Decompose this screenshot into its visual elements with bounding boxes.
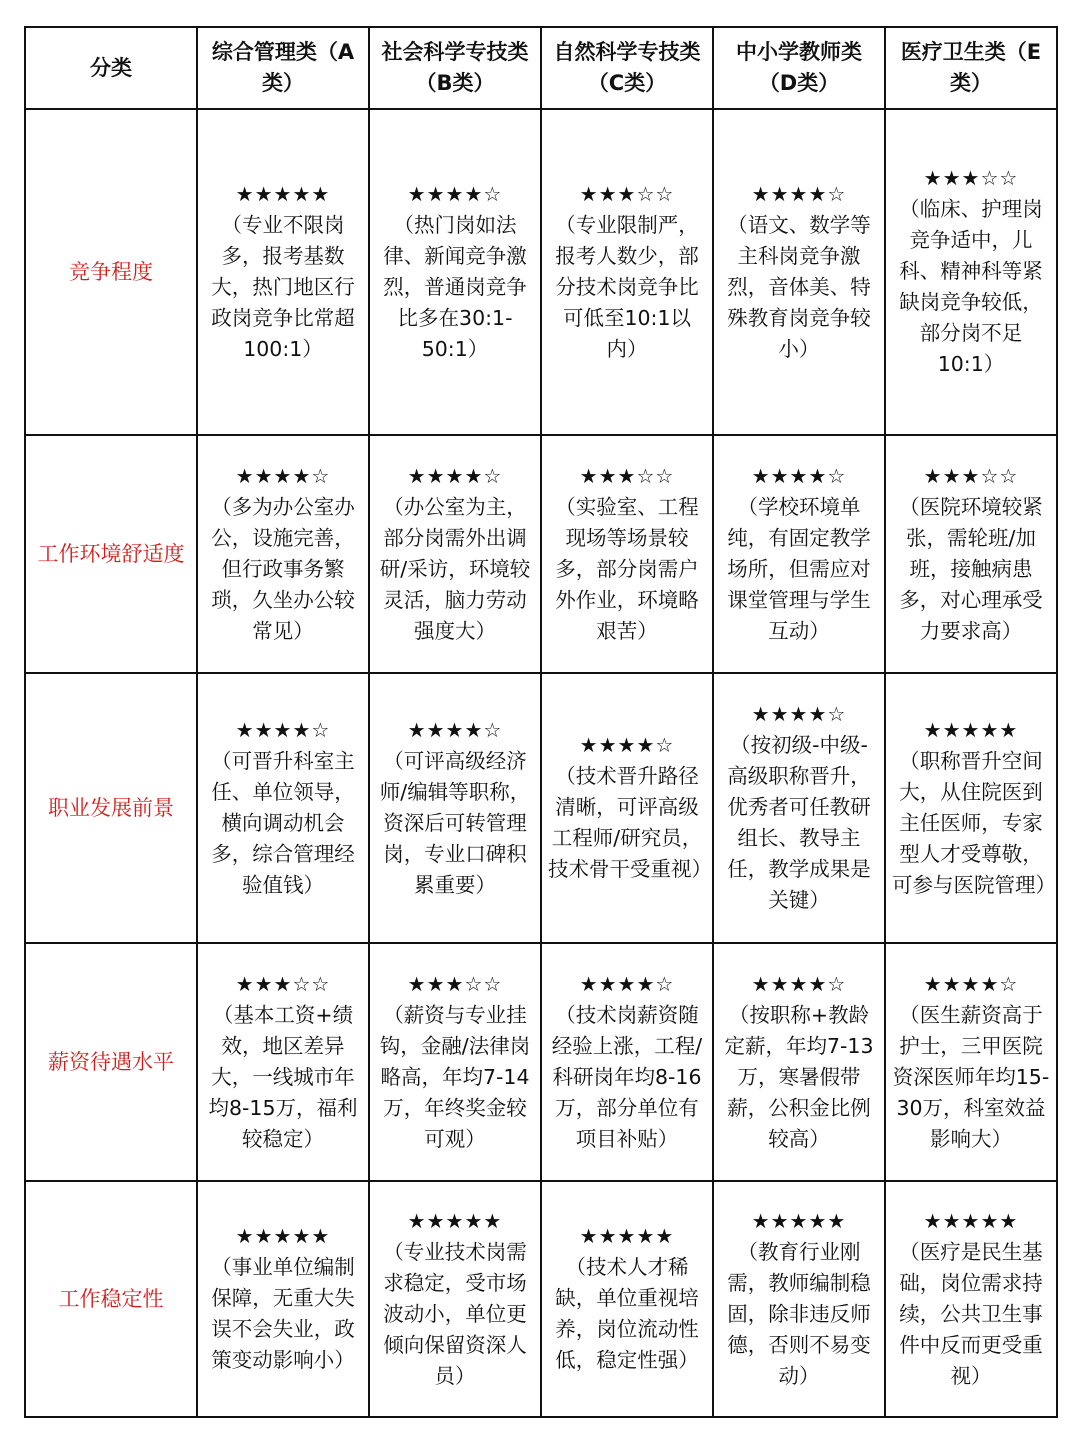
- star-rating: ★★★☆☆: [923, 463, 1019, 488]
- star-rating: ★★★★★: [579, 1224, 675, 1248]
- cell-note: （学校环境单纯，有固定教学场所，但需应对课堂管理与学生互动）: [727, 494, 871, 643]
- header-class-b: 社会科学专技类（B类）: [369, 27, 541, 109]
- star-rating: ★★★★☆: [235, 717, 331, 742]
- table-row-stability: [25, 1181, 1057, 1417]
- cell-note: （多为办公室办公，设施完善，但行政事务繁琐，久坐办公较常见）: [211, 494, 355, 643]
- cell-note: （医生薪资高于护士，三甲医院资深医师年均15-30万，科室效益影响大）: [892, 1002, 1050, 1151]
- cell-note: （职称晋升空间大，从住院医到主任医师，专家型人才受尊敬，可参与医院管理）: [892, 748, 1056, 897]
- cell-note: （按职称+教龄定薪，年均7-13万，寒暑假带薪，公积金比例较高）: [724, 1002, 874, 1151]
- star-rating: ★★★★☆: [407, 717, 503, 742]
- star-rating: ★★★★☆: [235, 463, 331, 488]
- star-rating: ★★★☆☆: [579, 463, 675, 488]
- star-rating: ★★★☆☆: [407, 971, 503, 996]
- star-rating: ★★★★☆: [751, 971, 847, 996]
- star-rating: ★★★★★: [751, 1208, 847, 1233]
- star-rating: ★★★★☆: [407, 181, 503, 206]
- table-cell: [369, 109, 541, 435]
- star-rating: ★★★★☆: [923, 971, 1019, 996]
- cell-note: （专业限制严，报考人数少，部分技术岗竞争比可低至10:1以内）: [555, 212, 699, 361]
- star-rating: ★★★★★: [923, 717, 1019, 742]
- cell-note: （技术人才稀缺，单位重视培养，岗位流动性低，稳定性强）: [555, 1255, 699, 1372]
- header-class-a: 综合管理类（A类）: [197, 27, 369, 109]
- cell-note: （可评高级经济师/编辑等职称，资深后可转管理岗，专业口碑积累重要）: [379, 748, 531, 897]
- table-cell: [197, 943, 369, 1181]
- row-label: 工作稳定性: [25, 1181, 197, 1417]
- table-row-career: [25, 673, 1057, 943]
- table-cell: [369, 673, 541, 943]
- table-cell: [197, 673, 369, 943]
- cell-note: （专业不限岗多，报考基数大，热门地区行政岗竞争比常超100:1）: [211, 212, 355, 361]
- cell-note: （技术晋升路径清晰，可评高级工程师/研究员，技术骨干受重视）: [548, 764, 712, 881]
- star-rating: ★★★★★: [407, 1208, 503, 1233]
- table-cell: [713, 109, 885, 435]
- table-cell: [541, 943, 713, 1181]
- row-label: 工作环境舒适度: [25, 435, 197, 673]
- table-cell: [541, 1181, 713, 1417]
- table-row-competition: [25, 109, 1057, 435]
- header-row: [25, 27, 1057, 109]
- header-category: 分类: [25, 27, 197, 109]
- row-label: 薪资待遇水平: [25, 943, 197, 1181]
- table-cell: [885, 943, 1057, 1181]
- cell-note: （热门岗如法律、新闻竞争激烈，普通岗竞争比多在30:1-50:1）: [383, 212, 527, 361]
- star-rating: ★★★★★: [923, 1208, 1019, 1233]
- star-rating: ★★★★☆: [407, 463, 503, 488]
- cell-note: （事业单位编制保障，无重大失误不会失业，政策变动影响小）: [211, 1255, 355, 1372]
- star-rating: ★★★★★: [235, 1224, 331, 1248]
- cell-note: （技术岗薪资随经验上涨，工程/科研岗年均8-16万，部分单位有项目补贴）: [551, 1002, 703, 1151]
- comparison-table: [24, 26, 1058, 1418]
- cell-note: （专业技术岗需求稳定，受市场波动小，单位更倾向保留资深人员）: [383, 1239, 527, 1388]
- table-cell: [713, 673, 885, 943]
- table-cell: [885, 673, 1057, 943]
- star-rating: ★★★★☆: [579, 971, 675, 996]
- table-cell: [197, 435, 369, 673]
- table-cell: [713, 1181, 885, 1417]
- star-rating: ★★★★★: [235, 181, 331, 206]
- header-class-c: 自然科学专技类（C类）: [541, 27, 713, 109]
- table-cell: [713, 435, 885, 673]
- table-cell: [541, 109, 713, 435]
- row-label: 竞争程度: [25, 109, 197, 435]
- table-cell: [197, 109, 369, 435]
- cell-note: （语文、数学等主科岗竞争激烈，音体美、特殊教育岗竞争较小）: [727, 212, 871, 361]
- cell-note: （临床、护理岗竞争适中，儿科、精神科等紧缺岗竞争较低，部分岗不足10:1）: [899, 197, 1043, 376]
- cell-note: （基本工资+绩效，地区差异大，一线城市年均8-15万，福利较稳定）: [208, 1002, 358, 1151]
- table-row-salary: [25, 943, 1057, 1181]
- table-cell: [369, 435, 541, 673]
- table-cell: [369, 1181, 541, 1417]
- cell-note: （医院环境较紧张，需轮班/加班，接触病患多，对心理承受力要求高）: [899, 494, 1043, 643]
- header-class-e: 医疗卫生类（E类）: [885, 27, 1057, 109]
- table-row-environment: [25, 435, 1057, 673]
- cell-note: （医疗是民生基础，岗位需求持续，公共卫生事件中反而更受重视）: [899, 1239, 1043, 1388]
- row-label: 职业发展前景: [25, 673, 197, 943]
- header-class-d: 中小学教师类（D类）: [713, 27, 885, 109]
- star-rating: ★★★☆☆: [235, 971, 331, 996]
- star-rating: ★★★☆☆: [923, 166, 1019, 190]
- cell-note: （办公室为主，部分岗需外出调研/采访，环境较灵活，脑力劳动强度大）: [379, 494, 531, 643]
- table-cell: [885, 1181, 1057, 1417]
- star-rating: ★★★★☆: [751, 463, 847, 488]
- cell-note: （可晋升科室主任、单位领导，横向调动机会多，综合管理经验值钱）: [211, 748, 355, 897]
- star-rating: ★★★☆☆: [579, 181, 675, 206]
- table-cell: [541, 435, 713, 673]
- cell-note: （薪资与专业挂钩，金融/法律岗略高，年均7-14万，年终奖金较可观）: [379, 1002, 531, 1151]
- star-rating: ★★★★☆: [751, 181, 847, 206]
- table-cell: [369, 943, 541, 1181]
- star-rating: ★★★★☆: [751, 702, 847, 726]
- table-cell: [541, 673, 713, 943]
- cell-note: （教育行业刚需，教师编制稳固，除非违反师德，否则不易变动）: [727, 1239, 871, 1388]
- table-cell: [197, 1181, 369, 1417]
- cell-note: （实验室、工程现场等场景较多，部分岗需户外作业，环境略艰苦）: [555, 494, 699, 643]
- table-cell: [885, 435, 1057, 673]
- table-cell: [713, 943, 885, 1181]
- cell-note: （按初级-中级-高级职称晋升，优秀者可任教研组长、教导主任，教学成果是关键）: [727, 733, 871, 912]
- table-cell: [885, 109, 1057, 435]
- star-rating: ★★★★☆: [579, 733, 675, 757]
